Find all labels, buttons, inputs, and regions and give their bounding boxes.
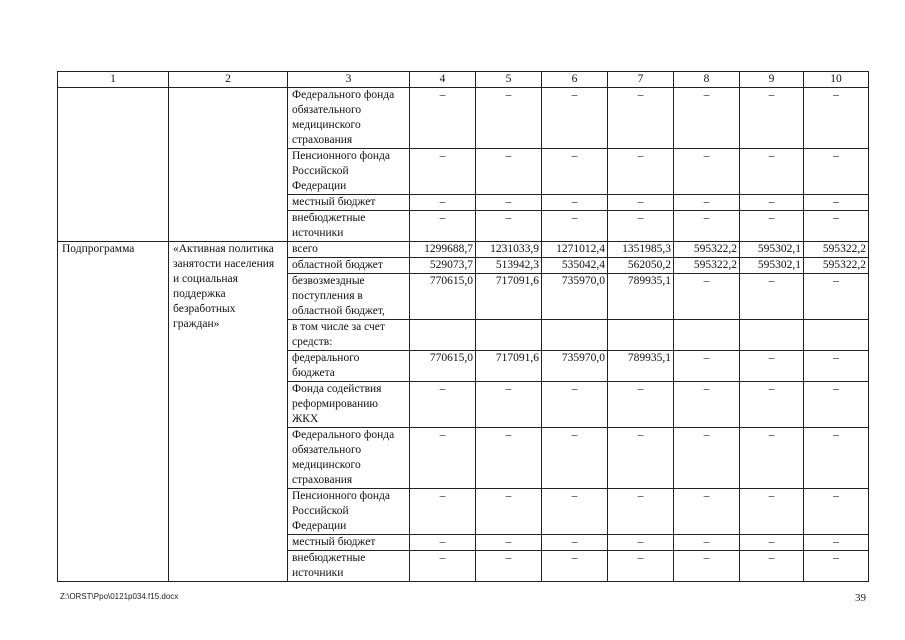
header-cell: 7 [608,72,674,88]
value-cell: 770615,0 [410,274,476,320]
value-cell: – [804,428,869,489]
value-cell: – [410,149,476,195]
value-cell: – [804,274,869,320]
value-cell: – [542,428,608,489]
value-cell: – [804,551,869,582]
value-cell: – [410,489,476,535]
source-label: местный бюджет [288,195,410,211]
table-row [58,242,869,258]
value-cell: – [476,195,542,211]
source-label: Федерального фонда обязательного медицинского страхования [288,88,410,149]
value-cell: – [608,195,674,211]
empty-cell [410,320,476,351]
header-cell: 3 [288,72,410,88]
header-cell: 10 [804,72,869,88]
value-cell: – [740,351,804,382]
source-label: Федерального фонда обязательного медицинского страхования [288,428,410,489]
value-cell: – [804,535,869,551]
value-cell: – [804,88,869,149]
value-cell: 1231033,9 [476,242,542,258]
empty-cell [740,320,804,351]
value-cell: 595322,2 [804,242,869,258]
value-cell: – [542,489,608,535]
source-label: Пенсионного фонда Российской Федерации [288,149,410,195]
value-cell: – [740,535,804,551]
value-cell: – [674,551,740,582]
value-cell: 529073,7 [410,258,476,274]
value-cell: – [476,551,542,582]
source-label: всего [288,242,410,258]
value-cell: – [410,382,476,428]
value-cell: – [542,551,608,582]
source-label: внебюджетные источники [288,211,410,242]
value-cell: – [804,489,869,535]
source-label: безвозмездные поступления в областной бюджет, [288,274,410,320]
page-number: 39 [855,592,866,604]
value-cell: 717091,6 [476,274,542,320]
value-cell: 595322,2 [804,258,869,274]
value-cell: – [410,535,476,551]
source-label: внебюджетные источники [288,551,410,582]
empty-cell [58,88,169,242]
value-cell: – [542,535,608,551]
empty-cell [804,320,869,351]
value-cell: – [608,211,674,242]
header-cell: 8 [674,72,740,88]
value-cell: – [740,149,804,195]
value-cell: – [410,428,476,489]
empty-cell [608,320,674,351]
value-cell: 595322,2 [674,242,740,258]
value-cell: – [804,351,869,382]
source-label: в том числе за счет средств: [288,320,410,351]
value-cell: – [476,535,542,551]
value-cell: – [542,211,608,242]
value-cell: – [476,428,542,489]
value-cell: – [740,551,804,582]
value-cell: – [804,382,869,428]
empty-cell [542,320,608,351]
header-cell: 9 [740,72,804,88]
value-cell: – [410,211,476,242]
budget-table [57,71,869,582]
value-cell: – [740,88,804,149]
value-cell: – [608,535,674,551]
value-cell: – [674,489,740,535]
value-cell: – [410,195,476,211]
value-cell: – [674,149,740,195]
value-cell: 1271012,4 [542,242,608,258]
value-cell: – [608,551,674,582]
header-cell: 6 [542,72,608,88]
value-cell: 595302,1 [740,242,804,258]
value-cell: – [674,351,740,382]
source-label: Пенсионного фонда Российской Федерации [288,489,410,535]
value-cell: – [410,88,476,149]
empty-cell [674,320,740,351]
value-cell: – [608,428,674,489]
value-cell: – [410,551,476,582]
value-cell: – [608,88,674,149]
value-cell: – [476,211,542,242]
value-cell: – [740,428,804,489]
value-cell: – [476,88,542,149]
value-cell: 595322,2 [674,258,740,274]
value-cell: – [674,195,740,211]
value-cell: – [608,149,674,195]
value-cell: – [740,274,804,320]
source-label: федерального бюджета [288,351,410,382]
header-cell: 1 [58,72,169,88]
value-cell: 789935,1 [608,351,674,382]
source-label: Фонда содействия реформированию ЖКХ [288,382,410,428]
value-cell: 770615,0 [410,351,476,382]
value-cell: 535042,4 [542,258,608,274]
footer-file-path: Z:\ORST\Ppo\0121p034.f15.docx [60,592,179,601]
value-cell: 735970,0 [542,351,608,382]
value-cell: – [740,489,804,535]
value-cell: – [542,88,608,149]
value-cell: – [674,274,740,320]
value-cell: – [608,382,674,428]
value-cell: – [740,195,804,211]
value-cell: – [674,88,740,149]
value-cell: – [674,428,740,489]
header-cell: 4 [410,72,476,88]
value-cell: – [476,382,542,428]
value-cell: – [674,535,740,551]
header-row [58,72,869,88]
header-cell: 5 [476,72,542,88]
value-cell: – [674,211,740,242]
table-row [58,88,869,149]
value-cell: – [674,382,740,428]
value-cell: – [542,382,608,428]
value-cell: 789935,1 [608,274,674,320]
value-cell: 595302,1 [740,258,804,274]
value-cell: – [804,211,869,242]
value-cell: 735970,0 [542,274,608,320]
value-cell: – [608,489,674,535]
value-cell: 717091,6 [476,351,542,382]
value-cell: 513942,3 [476,258,542,274]
source-label: областной бюджет [288,258,410,274]
value-cell: 562050,2 [608,258,674,274]
value-cell: – [542,149,608,195]
value-cell: – [740,211,804,242]
subprogram-name: «Активная политика занятости населения и социальная поддержка безработных граждан» [169,242,288,582]
value-cell: – [804,195,869,211]
empty-cell [476,320,542,351]
source-label: местный бюджет [288,535,410,551]
empty-cell [169,88,288,242]
value-cell: – [542,195,608,211]
value-cell: – [476,149,542,195]
value-cell: 1351985,3 [608,242,674,258]
header-cell: 2 [169,72,288,88]
value-cell: 1299688,7 [410,242,476,258]
value-cell: – [740,382,804,428]
value-cell: – [804,149,869,195]
subprogram-type: Подпрограмма [58,242,169,582]
value-cell: – [476,489,542,535]
